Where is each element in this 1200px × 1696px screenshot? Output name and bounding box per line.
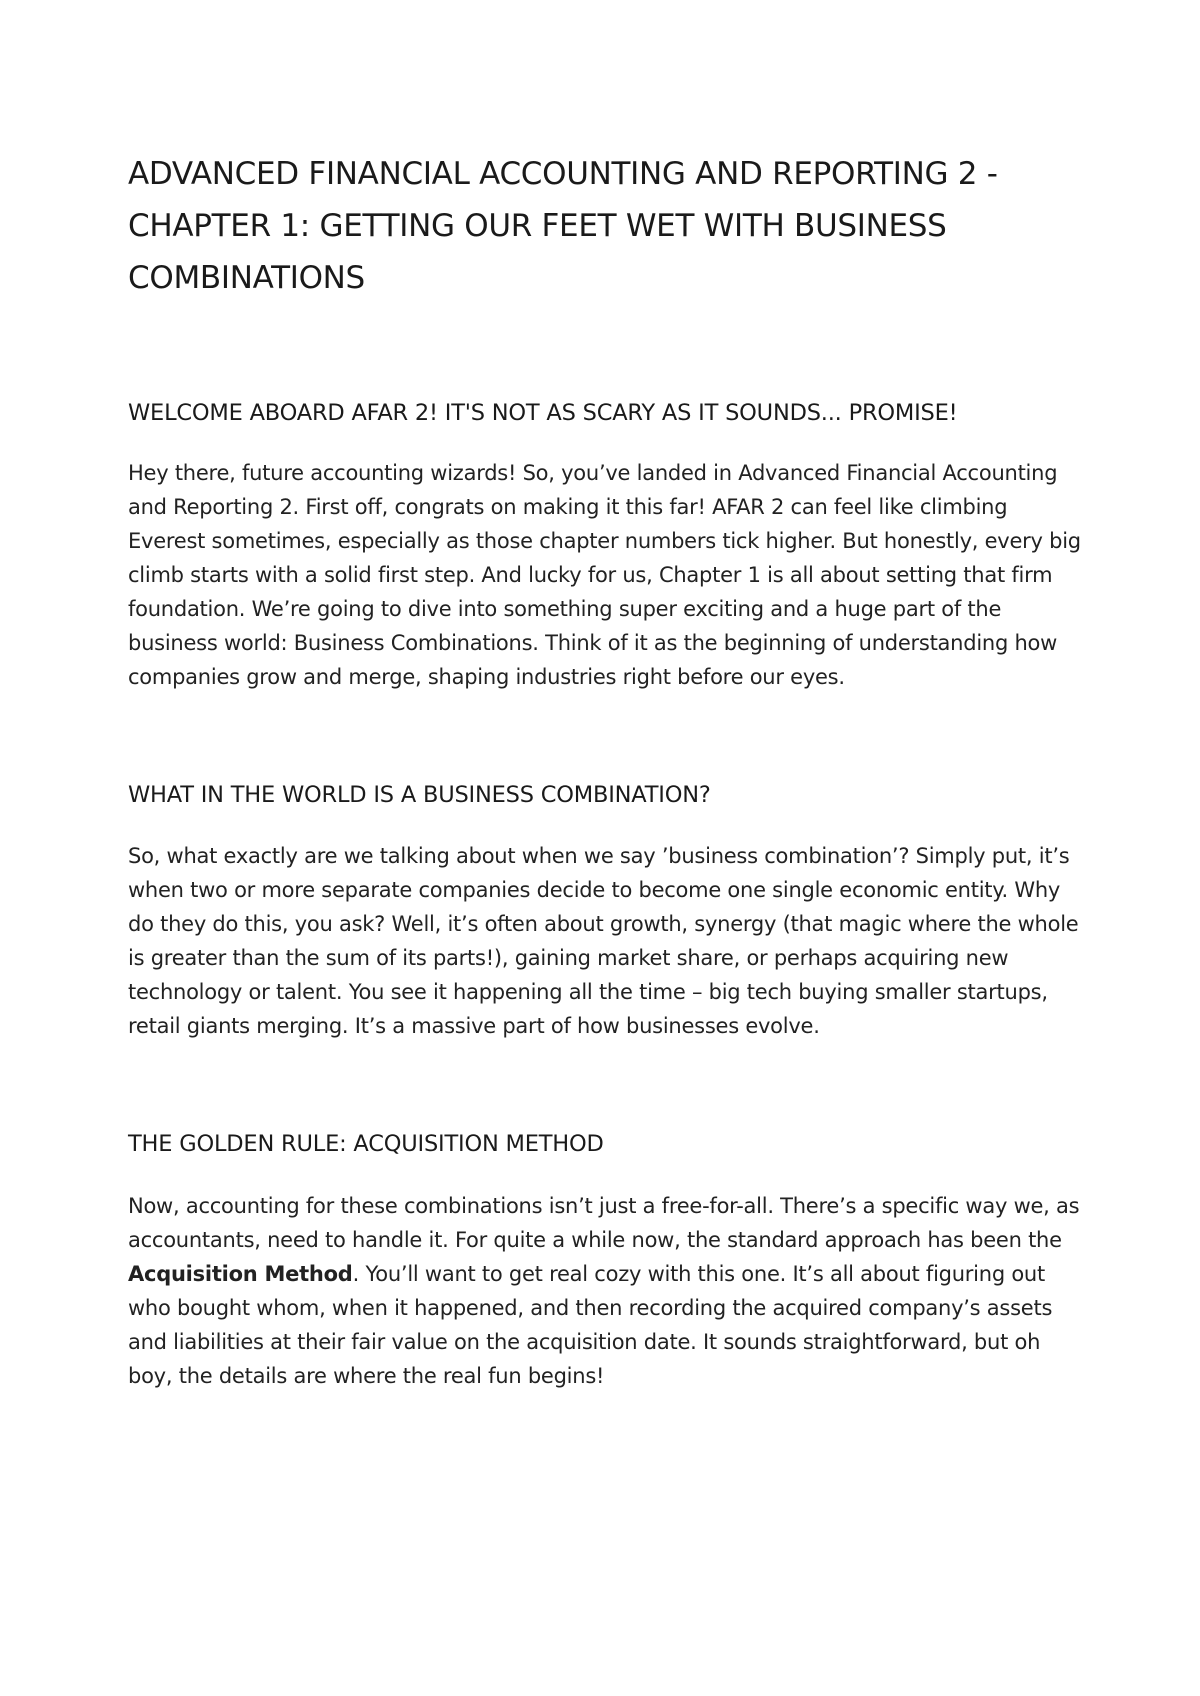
section-heading: WHAT IN THE WORLD IS A BUSINESS COMBINATION? <box>128 782 711 808</box>
section-welcome <box>128 396 1088 694</box>
section-paragraph: Hey there, future accounting wizards! So, you’ve landed in Advanced Financial Accounting and Reporting 2. First off, congrats on making it this far! AFAR 2 can feel like climbing Everest sometimes, especially as those chapter numbers tick higher. But honestly, every big climb starts with a solid first step. And lucky for us, Chapter 1 is all about setting that firm foundation. We’re going to dive into something super exciting and a huge part of the business world: Business Combinations. Think of it as the beginning of understanding how companies grow and merge, shaping industries right before our eyes. <box>128 461 1081 689</box>
section-heading: WELCOME ABOARD AFAR 2! IT'S NOT AS SCARY AS IT SOUNDS... PROMISE! <box>128 400 958 426</box>
document-page <box>128 148 1088 1393</box>
section-acquisition-method <box>128 1127 1088 1393</box>
paragraph-text-start: Now, accounting for these combinations isn’t just a free-for-all. There’s a specific way we, as accountants, need to handle it. For quite a while now, the standard approach has been the <box>128 1194 1080 1252</box>
paragraph-text-end: . You’ll want to get real cozy with this one. It’s all about figuring out who bought whom, when it happened, and then recording the acquired company’s assets and liabilities at their fair value on the acquisition date. It sounds straightforward, but oh boy, the details are where the real fun begins! <box>128 1262 1053 1388</box>
document-title: ADVANCED FINANCIAL ACCOUNTING AND REPORTING 2 - CHAPTER 1: GETTING OUR FEET WET WITH BUSINESS COMBINATIONS <box>128 156 998 296</box>
section-paragraph <box>128 1189 1088 1393</box>
section-what-is-business-combination <box>128 778 1088 1043</box>
section-heading: THE GOLDEN RULE: ACQUISITION METHOD <box>128 1131 604 1157</box>
bold-term: Acquisition Method <box>128 1262 353 1286</box>
section-paragraph: So, what exactly are we talking about when we say ’business combination’? Simply put, it’s when two or more separate companies decide to become one single economic entity. Why do they do this, you ask? Well, it’s often about growth, synergy (that magic where the whole is greater than the sum of its parts!), gaining market share, or perhaps acquiring new technology or talent. You see it happening all the time – big tech buying smaller startups, retail giants merging. It’s a massive part of how businesses evolve. <box>128 844 1079 1038</box>
